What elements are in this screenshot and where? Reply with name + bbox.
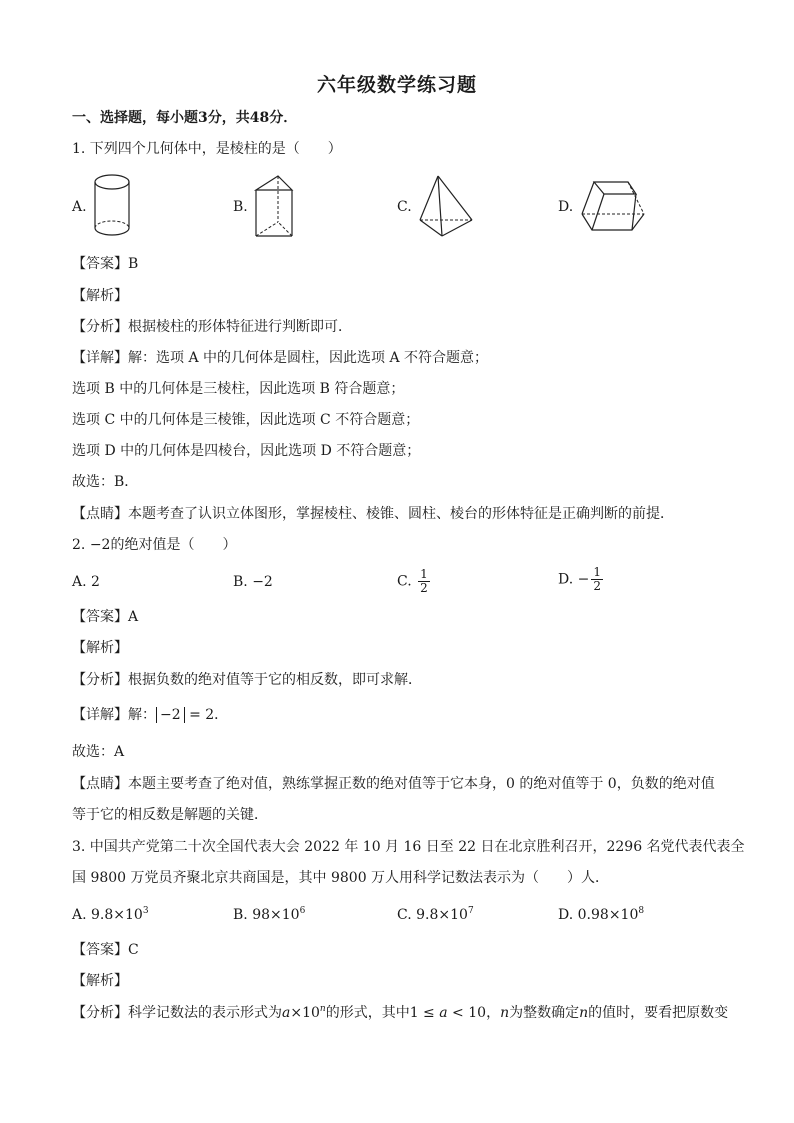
q3-fenxi: [72, 1003, 728, 1023]
q2-option-c: [397, 568, 432, 595]
page-title: 六年级数学练习题: [316, 74, 477, 96]
q3-option-b-base: 98×10: [252, 907, 300, 923]
q1-line-d: 选项 D 中的几何体是四棱台，因此选项 D 不符合题意；: [72, 443, 421, 459]
q3-option-c-exponent: 7: [467, 906, 474, 916]
triangular-prism-figure: [252, 172, 298, 240]
q1-jiexi: 【解析】: [72, 288, 128, 304]
q2-xiangjie-result: = 2．: [184, 707, 229, 723]
q2-option-c-label: C.: [397, 573, 412, 590]
q2-xiangjie: [72, 705, 734, 725]
q1-xiangjie: 【详解】解：选项 A 中的几何体是圆柱，因此选项 A 不符合题意；: [72, 350, 489, 366]
q3-option-c-label: C.: [397, 907, 412, 923]
q3-option-d-label: D.: [558, 907, 574, 923]
q1-guxuan: 故选：B．: [72, 474, 139, 490]
fraction-numerator: 1: [593, 565, 602, 579]
cylinder-figure: [90, 172, 134, 240]
q3-fenxi-a: a: [282, 1005, 291, 1021]
q3-stem-line1: 3. 中国共产党第二十次全国代表大会 2022 年 10 月 16 日至 22 日在北京胜利召开，2296 名党代表代表全: [72, 839, 745, 855]
q2-xiangjie-prefix: 【详解】解：: [72, 707, 156, 723]
q3-option-b: [233, 905, 305, 925]
q3-fenxi-n3: n: [579, 1005, 589, 1021]
fraction-numerator: 1: [420, 567, 428, 581]
q2-dianjing-line1: 【点睛】本题主要考查了绝对值，熟练掌握正数的绝对值等于它本身，0 的绝对值等于 0，负数的绝对值: [72, 776, 715, 792]
triangular-pyramid-figure: [416, 172, 476, 240]
q3-option-b-exponent: 6: [299, 906, 306, 916]
frustum-figure: [578, 176, 648, 234]
q1-line-c: 选项 C 中的几何体是三棱锥，因此选项 C 不符合题意；: [72, 412, 420, 428]
q2-option-b-value: −2: [252, 574, 273, 590]
q1-dianjing: 【点睛】本题考查了认识立体图形，掌握棱柱、棱锥、圆柱、棱台的形体特征是正确判断的前提．: [72, 506, 674, 522]
q3-option-a: [72, 905, 149, 925]
q1-option-d-label: D.: [558, 199, 574, 215]
q3-fenxi-prefix: 【分析】科学记数法的表示形式为: [72, 1005, 282, 1021]
q3-fenxi-mid: 的形式，其中: [325, 1005, 410, 1021]
fraction-denominator: 2: [593, 579, 602, 593]
q2-stem: [72, 535, 734, 555]
q3-option-a-exponent: 3: [142, 906, 149, 916]
q2-option-d-label: D.: [558, 571, 574, 588]
q1-option-c-label: C.: [397, 199, 412, 215]
q3-fenxi-n2: n: [500, 1005, 510, 1021]
q2-option-d: [558, 566, 605, 593]
q3-option-d-exponent: 8: [638, 906, 645, 916]
q3-fenxi-times: ×10: [290, 1005, 320, 1021]
q3-option-b-label: B.: [233, 907, 248, 923]
q3-answer: 【答案】C: [72, 942, 139, 958]
q2-option-b-label: B.: [233, 574, 248, 590]
q1-option-b-label: B.: [233, 199, 248, 215]
q2-guxuan: 故选：A: [72, 744, 125, 760]
q2-option-c-fraction: [418, 568, 430, 595]
q1-answer: 【答案】B: [72, 256, 139, 272]
q2-option-d-sign: −: [577, 571, 590, 588]
fraction-denominator: 2: [420, 581, 428, 595]
section-heading: 一、选择题，每小题3分，共48分．: [72, 110, 298, 126]
q3-option-c-base: 9.8×10: [416, 907, 468, 923]
q2-stem-rest: 的绝对值是（ ）: [110, 537, 237, 553]
q2-jiexi: 【解析】: [72, 640, 128, 656]
q3-fenxi-mid2: 为整数确定: [509, 1005, 580, 1021]
q2-fenxi: 【分析】根据负数的绝对值等于它的相反数，即可求解．: [72, 672, 422, 688]
q3-fenxi-ineq2: < 10: [447, 1005, 487, 1021]
q2-answer: 【答案】A: [72, 609, 139, 625]
q3-option-d-base: 0.98×10: [577, 907, 639, 923]
q3-stem-line2: 国 9800 万党员齐聚北京共商国是，其中 9800 万人用科学记数法表示为（ ）人．: [72, 870, 610, 886]
q3-fenxi-n: n: [319, 1004, 326, 1014]
q2-stem-math: −2: [89, 537, 111, 553]
q3-fenxi-end: 的值时，要看把原数变: [588, 1005, 729, 1021]
q2-option-a: A. 2: [72, 574, 100, 590]
q3-fenxi-ineq: 1 ≤: [409, 1005, 440, 1021]
q2-option-d-fraction: [591, 566, 603, 593]
q3-fenxi-comma: ，: [486, 1005, 501, 1021]
q2-absolute-value: −2: [156, 707, 185, 723]
q1-stem: 1. 下列四个几何体中，是棱柱的是（ ）: [72, 141, 342, 157]
q3-option-a-label: A.: [72, 907, 87, 923]
q3-jiexi: 【解析】: [72, 973, 128, 989]
q1-fenxi: 【分析】根据棱柱的形体特征进行判断即可．: [72, 319, 352, 335]
q2-dianjing-line2: 等于它的相反数是解题的关键．: [72, 807, 268, 823]
q1-line-b: 选项 B 中的几何体是三棱柱，因此选项 B 符合题意；: [72, 381, 405, 397]
q1-option-a-label: A.: [72, 199, 87, 215]
q3-option-d: [558, 905, 644, 925]
q2-option-b: [233, 572, 273, 592]
q3-option-a-base: 9.8×10: [91, 907, 143, 923]
q3-fenxi-a2: a: [439, 1005, 448, 1021]
q3-option-c: [397, 905, 474, 925]
q2-stem-num: 2.: [72, 537, 86, 553]
